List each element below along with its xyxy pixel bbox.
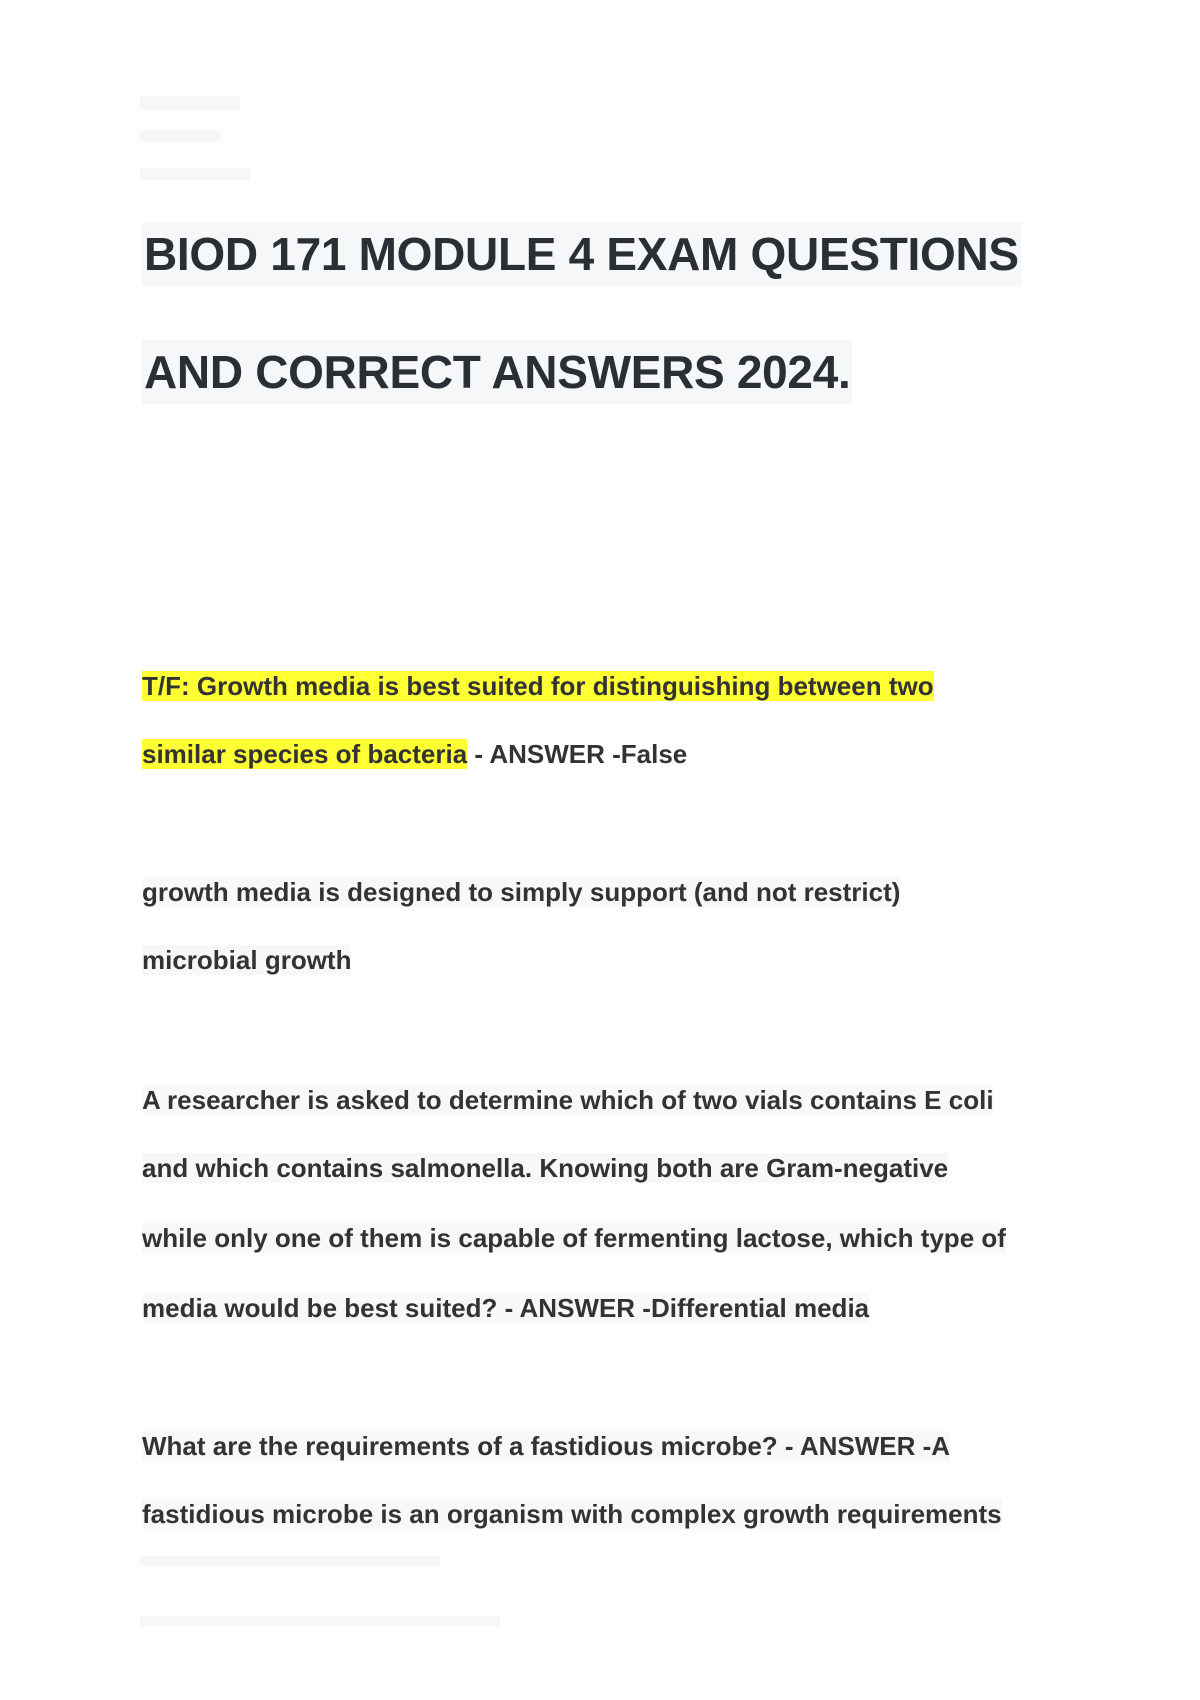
question-2-line-2	[142, 1150, 948, 1186]
faint-mark	[140, 130, 220, 142]
question-2-line-4	[142, 1290, 869, 1326]
explanation-1-line-1	[142, 874, 900, 910]
question-text: while only one of them is capable of fermenting lactose, which type of	[142, 1223, 1006, 1253]
answer-text: - ANSWER -False	[467, 739, 688, 769]
faint-mark	[140, 1556, 440, 1566]
document-title-line-2: AND CORRECT ANSWERS 2024.	[142, 340, 852, 404]
question-3-line-1	[142, 1428, 950, 1464]
question-2-line-1	[142, 1082, 994, 1118]
question-2-line-3	[142, 1220, 1006, 1256]
faint-mark	[140, 168, 250, 180]
question-1-line-2	[142, 736, 687, 772]
question-3-line-2	[142, 1496, 1002, 1532]
highlighted-question-text: similar species of bacteria	[142, 739, 468, 769]
explanation-text: microbial growth	[142, 945, 352, 975]
question-text: A researcher is asked to determine which of two vials contains E coli	[142, 1085, 994, 1115]
faint-mark	[140, 1616, 500, 1626]
explanation-text: growth media is designed to simply support (and not restrict)	[142, 877, 901, 907]
explanation-1-line-2	[142, 942, 351, 978]
document-title-line-1: BIOD 171 MODULE 4 EXAM QUESTIONS	[142, 222, 1021, 286]
question-1-line-1	[142, 668, 934, 704]
highlighted-question-text: T/F: Growth media is best suited for distinguishing between two	[142, 671, 934, 701]
question-answer-text: What are the requirements of a fastidious microbe? - ANSWER -A	[142, 1431, 951, 1461]
question-answer-text: media would be best suited? - ANSWER -Differential media	[142, 1293, 870, 1323]
question-text: and which contains salmonella. Knowing both are Gram-negative	[142, 1153, 949, 1183]
faint-mark	[140, 96, 240, 110]
answer-text: fastidious microbe is an organism with complex growth requirements	[142, 1499, 1002, 1529]
